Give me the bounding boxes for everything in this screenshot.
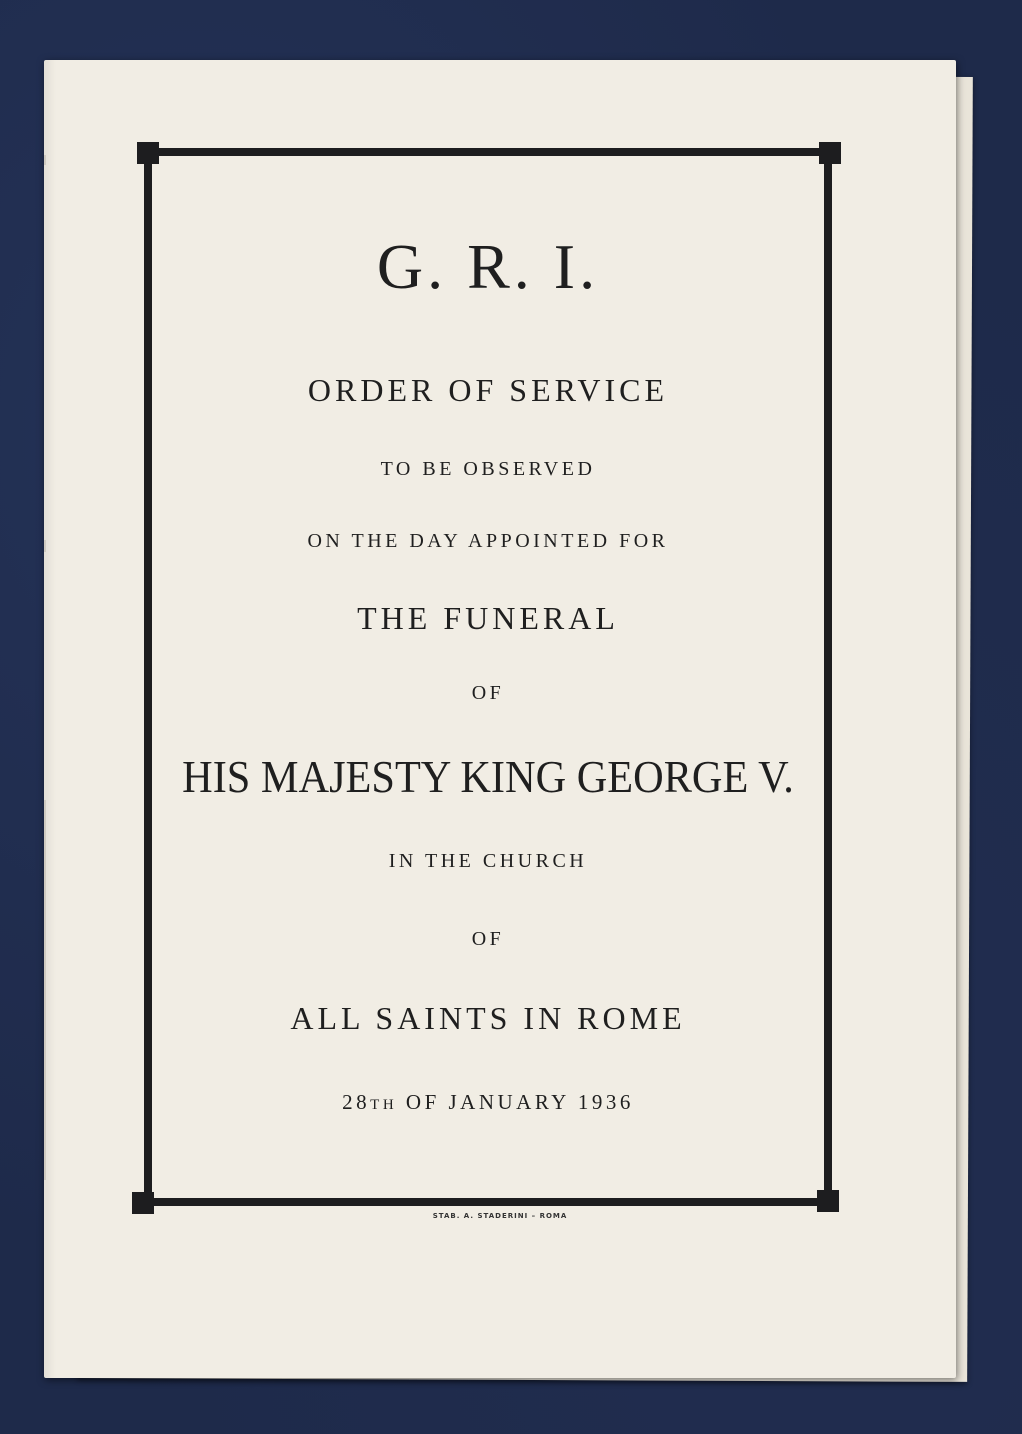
funeral-title: THE FUNERAL xyxy=(357,600,619,636)
cover-text xyxy=(148,60,828,1200)
cover-heading: G. R. I. xyxy=(376,231,600,302)
order-of-service-cover xyxy=(44,60,956,1378)
date-day: 28 xyxy=(342,1090,371,1114)
printer-imprint: STAB. A. STADERINI – ROMA xyxy=(432,1212,568,1220)
connector-line: OF xyxy=(471,682,505,704)
church-name: ALL SAINTS IN ROME xyxy=(290,1000,686,1036)
subtitle-line: IN THE CHURCH xyxy=(388,850,588,872)
subtitle-line: ON THE DAY APPOINTED FOR xyxy=(307,530,669,552)
order-of-service-title: ORDER OF SERVICE xyxy=(307,372,669,408)
date-suffix: TH xyxy=(370,1097,398,1113)
king-name: HIS MAJESTY KING GEORGE V. xyxy=(182,751,794,802)
connector-line: OF xyxy=(471,928,505,950)
binding-thread xyxy=(44,155,46,165)
binding-thread xyxy=(44,540,46,552)
service-date xyxy=(148,1090,828,1115)
subtitle-line: TO BE OBSERVED xyxy=(380,458,596,480)
binding-thread xyxy=(44,800,46,1180)
date-rest: OF JANUARY 1936 xyxy=(405,1090,634,1114)
